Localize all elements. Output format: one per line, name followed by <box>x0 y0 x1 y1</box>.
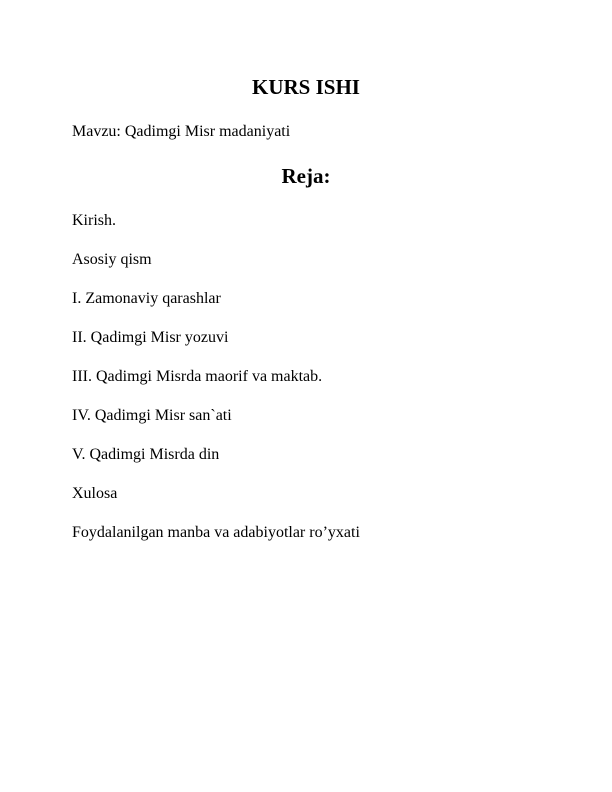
plan-item-section-5: V. Qadimgi Misrda din <box>72 446 220 463</box>
plan-heading: Reja: <box>281 164 331 188</box>
plan-item-section-1: I. Zamonaviy qarashlar <box>72 290 221 307</box>
plan-item-main-part: Asosiy qism <box>72 251 152 268</box>
plan-item-section-3: III. Qadimgi Misrda maorif va maktab. <box>72 368 323 385</box>
plan-item-bibliography: Foydalanilgan manba va adabiyotlar ro’yxati <box>72 524 360 541</box>
plan-item-introduction: Kirish. <box>72 212 116 229</box>
document-topic: Mavzu: Qadimgi Misr madaniyati <box>72 123 291 140</box>
plan-item-section-2: II. Qadimgi Misr yozuvi <box>72 329 229 346</box>
plan-item-section-4: IV. Qadimgi Misr san`ati <box>72 407 232 424</box>
document-title: KURS ISHI <box>252 75 360 99</box>
plan-list <box>72 211 360 562</box>
plan-item-conclusion: Xulosa <box>72 485 118 502</box>
